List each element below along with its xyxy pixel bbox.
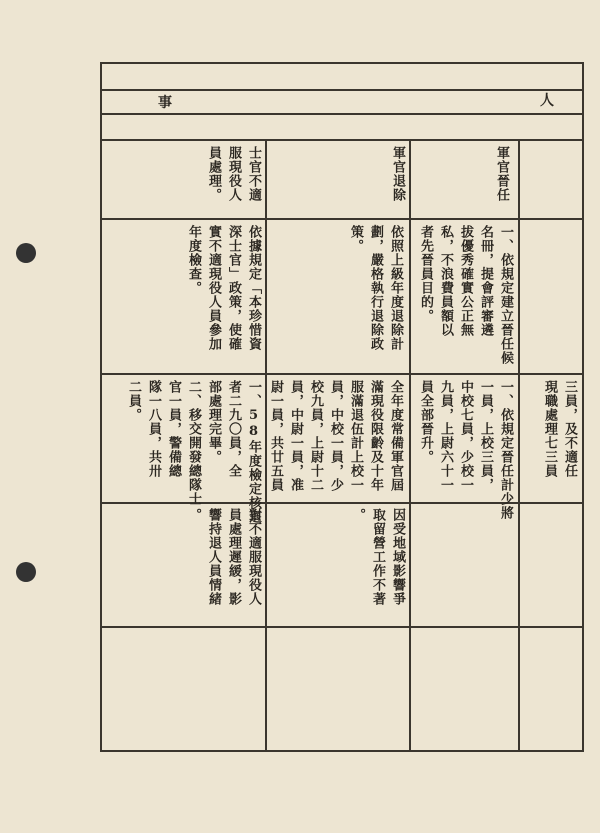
text-column: 軍官退除 — [390, 146, 405, 202]
text-column: 二、移交開發總隊士 — [186, 380, 201, 506]
text-column: 服現役人 — [226, 146, 241, 202]
text-column: 。 — [350, 508, 365, 522]
text-column: 員處理遲緩，影 — [226, 508, 241, 606]
text-column: 對不適服現役人 — [246, 508, 261, 606]
punch-hole-top — [16, 243, 36, 263]
text-column: 一、依規定建立晉任候 — [498, 225, 513, 365]
text-column: 依據規定「本珍惜資 — [246, 225, 261, 351]
text-column: 尉一員，共廿五員 — [268, 380, 283, 492]
text-column: 一員，上校三員， — [478, 380, 493, 492]
text-column: 軍官晉任 — [494, 146, 509, 202]
cell-officer-promotion-title — [470, 146, 510, 202]
text-column: 隊一八員，共卅 — [146, 380, 161, 478]
header-label-right: 人 — [540, 93, 554, 109]
text-column: 員，中尉一員，准 — [288, 380, 303, 492]
text-column: 員，中校一員，少 — [328, 380, 343, 492]
table-right-border — [582, 62, 584, 752]
text-column: 一、依規定晉任計少將 — [498, 380, 513, 520]
cell-retirement-plan — [340, 225, 404, 351]
cell-nco-unfit-title — [200, 146, 262, 202]
cell-unfit-officer-results — [528, 380, 578, 478]
cell-nco-issues — [180, 508, 262, 606]
cell-promotion-results — [418, 380, 514, 520]
text-column: 三員，及不適任 — [562, 380, 577, 478]
header-rule-top — [100, 89, 584, 91]
cell-promotion-plan — [418, 225, 514, 365]
text-column: 拔優秀確實公正無 — [458, 225, 473, 337]
text-column: 全年度常備軍官屆 — [388, 380, 403, 492]
text-column: 中校七員，少校一 — [458, 380, 473, 492]
cell-retirement-issues — [346, 508, 406, 606]
text-column: 服滿退伍計上校一 — [348, 380, 363, 492]
text-column: 校九員，上尉十二 — [308, 380, 323, 492]
cell-retirement-results — [268, 380, 404, 492]
text-column: 一、58年度檢定核退 — [246, 380, 261, 524]
text-column: 者先晉員目的。 — [418, 225, 433, 323]
text-column: 二員。 — [126, 380, 141, 422]
cell-nco-results — [108, 380, 262, 524]
header-label-left: 事 — [158, 95, 172, 111]
text-column: 九員，上尉六十一 — [438, 380, 453, 492]
text-column: 員處理。 — [206, 146, 221, 202]
text-column: 員全部晉升。 — [418, 380, 433, 464]
header-rule-bottom — [100, 113, 584, 115]
table-top-border — [100, 62, 584, 64]
cell-nco-plan — [180, 225, 262, 351]
text-column: 部處理完畢。 — [206, 380, 221, 464]
column-divider-3 — [518, 139, 520, 752]
text-column: 響持退人員情緒 — [206, 508, 221, 606]
table-bottom-border — [100, 750, 584, 752]
text-column: 年度檢查。 — [186, 225, 201, 295]
text-column: 官一員，警備總 — [166, 380, 181, 478]
text-column: 深士官」政策，使確 — [226, 225, 241, 351]
cell-officer-retirement-title — [370, 146, 406, 202]
text-column: 滿現役限齡及十年 — [368, 380, 383, 492]
text-column: 劃，嚴格執行退除政 — [368, 225, 383, 351]
table-left-border — [100, 62, 102, 752]
row-divider-0 — [100, 139, 584, 141]
text-column: 私，不浪費員額以 — [438, 225, 453, 337]
text-column: 現職處理七三員 — [542, 380, 557, 478]
text-column: 依照上級年度退除計 — [388, 225, 403, 351]
punch-hole-bottom — [16, 562, 36, 582]
text-column: 策。 — [348, 225, 363, 253]
text-column: 士官不適 — [246, 146, 261, 202]
text-column: 因受地域影響爭 — [390, 508, 405, 606]
text-column: 實不適現役人員參加 — [206, 225, 221, 351]
text-column: 。 — [186, 508, 201, 522]
row-divider-1 — [100, 218, 584, 220]
row-divider-4 — [100, 626, 584, 628]
row-divider-2 — [100, 373, 584, 375]
text-column: 名冊，提會評審遴 — [478, 225, 493, 337]
text-column: 者二九〇員，全 — [226, 380, 241, 478]
text-column: 取留營工作不著 — [370, 508, 385, 606]
column-divider-2 — [409, 139, 411, 752]
